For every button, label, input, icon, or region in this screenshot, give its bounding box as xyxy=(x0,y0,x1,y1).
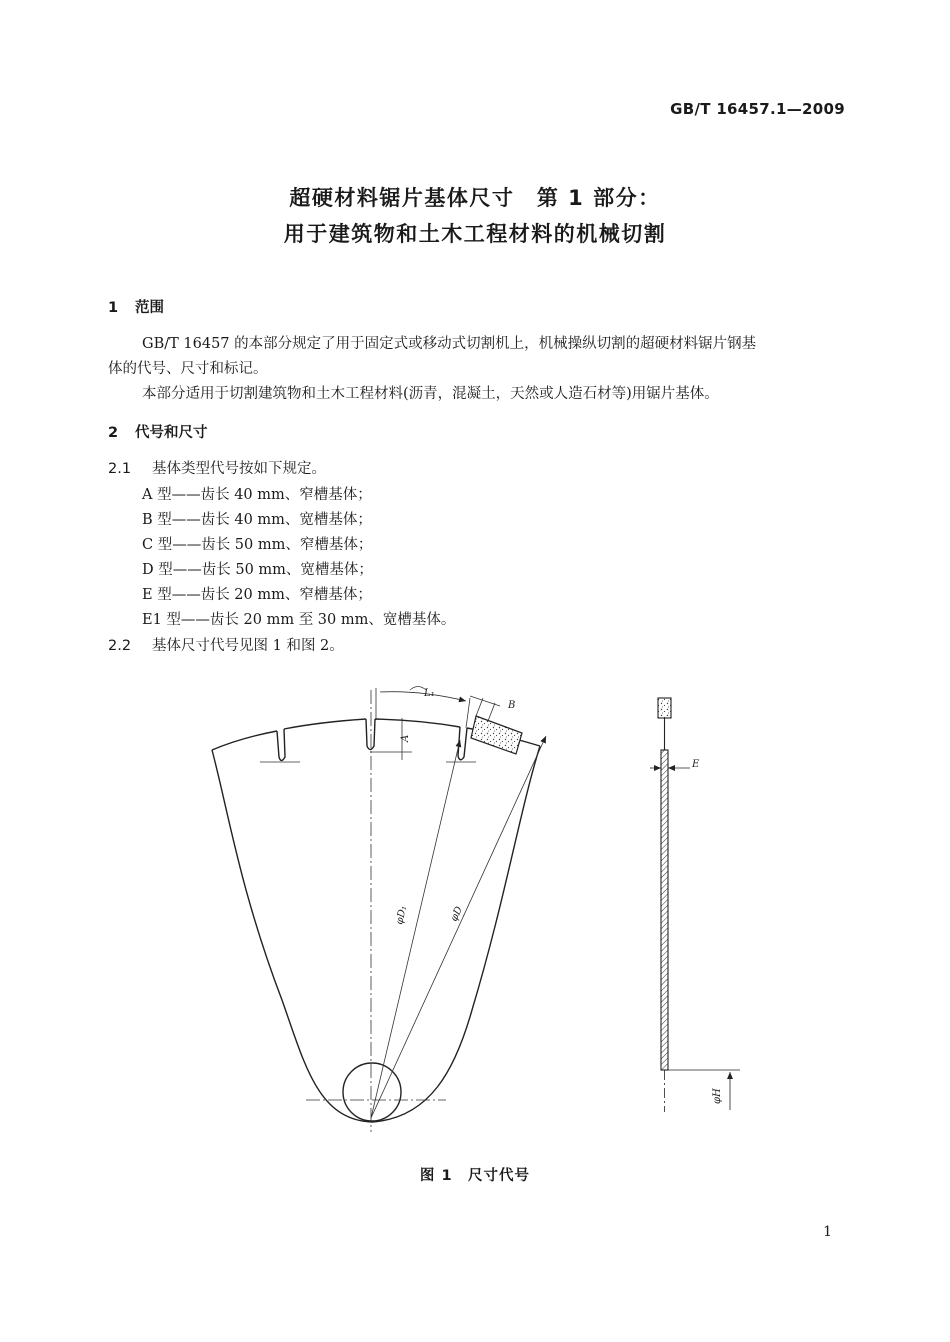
clause-2-1-text: 基体类型代号按如下规定。 xyxy=(152,461,326,477)
dimension-d1-line xyxy=(371,740,460,1118)
diamond-segment xyxy=(471,716,522,754)
side-segment xyxy=(658,698,671,718)
label-b: B xyxy=(508,700,516,711)
slot-center xyxy=(366,719,375,750)
section-1-para-1-line-2: 体的代号、尺寸和标记。 xyxy=(108,361,268,377)
clause-2-2-text: 基体尺寸代号见图 1 和图 2。 xyxy=(152,638,344,654)
section-2-number: 2 xyxy=(108,425,119,441)
clause-2-2-number: 2.2 xyxy=(108,638,132,654)
label-a: A xyxy=(400,734,411,742)
figure-caption: 图 1 尺寸代号 xyxy=(419,1168,531,1184)
b-extension xyxy=(488,703,495,721)
label-e: E xyxy=(692,759,700,770)
list-item: B 型——齿长 40 mm、宽槽基体； xyxy=(142,512,372,528)
list-item: E1 型——齿长 20 mm 至 30 mm、宽槽基体。 xyxy=(142,612,456,628)
dimension-l1-arc xyxy=(380,692,466,701)
blade-outer-arc xyxy=(284,719,366,729)
l1-extension xyxy=(466,698,470,728)
section-1-para-2: 本部分适用于切割建筑物和土木工程材料(沥青，混凝土，天然或人造石材等)用锯片基体。 xyxy=(142,386,719,402)
section-1-title: 范围 xyxy=(135,300,164,316)
blade-right-edge xyxy=(372,746,540,1122)
label-d: φD xyxy=(448,904,466,924)
clause-2-1-number: 2.1 xyxy=(108,461,132,477)
page-number: 1 xyxy=(823,1224,832,1240)
section-1-para-1-line-1: GB/T 16457 的本部分规定了用于固定式或移动式切割机上，机械操纵切割的超硬材料锯片钢基 xyxy=(142,336,757,352)
document-title-line-1: 超硬材料锯片基体尺寸 第 1 部分： xyxy=(289,186,661,210)
list-item: A 型——齿长 40 mm、窄槽基体； xyxy=(142,487,372,503)
dimension-d-line xyxy=(371,736,546,1118)
section-2-title: 代号和尺寸 xyxy=(135,425,208,441)
document-title-line-2: 用于建筑物和土木工程材料的机械切割 xyxy=(283,222,667,246)
blade-sector-view xyxy=(212,719,540,1122)
dimension-b-line xyxy=(470,696,500,706)
label-l1: L₁ xyxy=(424,688,435,699)
list-item: C 型——齿长 50 mm、窄槽基体； xyxy=(142,537,373,553)
label-h: φH xyxy=(712,1088,723,1104)
section-1-number: 1 xyxy=(108,300,119,316)
list-item: D 型——齿长 50 mm、宽槽基体； xyxy=(142,562,373,578)
b-extension xyxy=(476,698,483,716)
side-body-section xyxy=(661,750,668,1070)
blade-left-edge xyxy=(212,750,372,1122)
blade-outer-arc xyxy=(212,731,277,750)
list-item: E 型——齿长 20 mm、窄槽基体； xyxy=(142,587,372,603)
standard-code: GB/T 16457.1—2009 xyxy=(670,100,845,118)
label-d1: φD₁ xyxy=(394,904,410,926)
blade-outer-arc xyxy=(375,719,460,727)
slot-left xyxy=(277,729,285,761)
